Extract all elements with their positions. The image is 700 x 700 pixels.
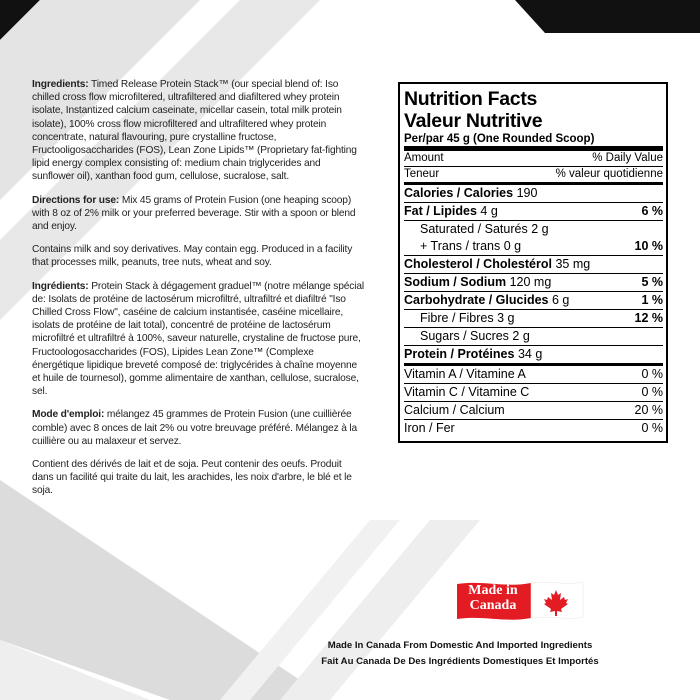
ingredients-panel [32, 78, 364, 508]
saturated-value: 2 g [531, 222, 549, 236]
sodium-pct: 5 % [641, 275, 663, 289]
allergens-fr: Contient des dérivés de lait et de soja. Peut contenir des oeufs. Produit dans un facilité qui traite du lait, les arachides, les noix d'arbre, le blé et le soja. [32, 459, 352, 497]
made-in-canada-badge [455, 580, 585, 622]
fat-label: Fat / Lipides [404, 204, 477, 218]
fat-row [404, 203, 663, 221]
sugars-row [404, 328, 663, 346]
valeur-quotidienne-label: % valeur quotidienne [555, 168, 663, 180]
directions-text-fr: mélangez 45 grammes de Protein Fusion (une cuillièrée comble) avec 8 onces de lait 2% ou votre breuvage préféré. Mélangez à la cuillière ou au malaxeur et servez. [32, 409, 358, 447]
fat-pct: 6 % [641, 204, 663, 218]
ingredients-fr [32, 280, 364, 399]
sodium-row [404, 274, 663, 292]
directions-heading-fr: Mode d'emploi: [32, 409, 105, 421]
top-right-black-corner [515, 0, 700, 33]
directions-fr [32, 408, 364, 448]
ingredients-en [32, 78, 364, 184]
fibre-row [404, 310, 663, 328]
cholesterol-row [404, 256, 663, 274]
vitamin-row [404, 366, 663, 384]
carbohydrate-pct: 1 % [641, 293, 663, 307]
fat-value: 4 g [480, 204, 498, 218]
carbohydrate-value: 6 g [551, 293, 570, 307]
calcium-label: Calcium / Calcium [404, 403, 505, 417]
fibre-pct: 12 % [634, 311, 663, 325]
vitamin-row [404, 384, 663, 402]
vitamin-a-label: Vitamin A / Vitamine A [404, 367, 526, 381]
amount-header [404, 151, 663, 167]
protein-row [404, 346, 663, 366]
ingredients-heading: Ingredients: [32, 79, 89, 90]
cholesterol-label: Cholesterol / Cholestérol [404, 257, 552, 271]
teneur-label: Teneur [404, 168, 440, 180]
amount-label: Amount [404, 152, 444, 164]
ingredients-text: Timed Release Protein Stack™ (our special blend of: Iso chilled cross flow microfiltered, ultrafiltered and diafiltered whey protein isolate, Instantized calcium caseinate, micellar casein, total milk protein isolate), 100% cross flow microfiltered and ultrafiltered whey protein concentrate, natural flavouring, pure crystalline fructose, Fructooligosaccharides (FOS), Lean Zone Lipids™ (Proprietary fat-fighting lipid energy complex consisting of: medium chain triglycerides and sunflower oil), xanthan food gum, cellulose, sucralose, salt. [32, 79, 357, 183]
sodium-label: Sodium / Sodium [404, 275, 507, 289]
sugars-value: 2 g [512, 329, 530, 343]
trans-label: + Trans / trans [420, 239, 501, 253]
serving-size: Per/par 45 g (One Rounded Scoop) [404, 132, 663, 151]
fibre-label: Fibre / Fibres [420, 311, 494, 325]
trans-value: 0 g [503, 239, 522, 253]
allergens-en: Contains milk and soy derivatives. May contain egg. Produced in a facility that processes milk, peanuts, tree nuts, wheat and soy. [32, 244, 353, 269]
made-in-canada-line-en: Made In Canada From Domestic And Imported Ingredients [327, 640, 593, 651]
made-in-canada-line-fr: Fait Au Canada De Des Ingrédients Domestiques Et Importés [321, 656, 599, 667]
ingredients-text-fr: Protein Stack à dégagement graduel™ (notre mélange spécial de: Isolats de protéine de lactosérum microfiltré, ultrafiltré et diafiltré "Iso Chilled Cross Flow", caséine de calcium instantisée, caséine micellaire, isolats de protéine de lait total), concentré de protéine de lactosérum microfiltré et ultrafiltré à 100%, saveur naturelle, crystaline de fructose pure, Fructoologosaccharides (FOS), Lipides Lean Zone™ (Complexe énergétique lipidique breveté composé de: triglycérides à chaîne moyenne et huile de tournesol), gomme alimentaire de xanthan, cellulose, sucralose, sel. [32, 280, 364, 398]
ingredients-heading-fr: Ingrédients: [32, 280, 89, 292]
made-in-canada-text: Made in Canada [468, 583, 518, 613]
iron-pct: 0 % [641, 421, 663, 435]
nutrition-title-fr: Valeur Nutritive [404, 110, 543, 132]
teneur-header [404, 167, 663, 185]
iron-label: Iron / Fer [404, 421, 455, 435]
saturated-label: Saturated / Saturés [420, 222, 528, 236]
vitamin-c-pct: 0 % [641, 385, 663, 399]
protein-label: Protein / Protéines [404, 347, 515, 361]
vitamin-a-pct: 0 % [641, 367, 663, 381]
directions-text: Mix 45 grams of Protein Fusion (one heaping scoop) with 8 oz of 2% milk or your preferred beverage. Stir with a spoon or blend and enjoy. [32, 194, 356, 233]
protein-value: 34 g [517, 347, 543, 361]
directions-heading: Directions for use: [32, 194, 120, 206]
directions-en [32, 194, 364, 234]
carbohydrate-row [404, 292, 663, 310]
sugars-label: Sugars / Sucres [420, 329, 509, 343]
nutrition-title-en: Nutrition Facts [404, 88, 538, 110]
calories-row [404, 185, 663, 203]
saturated-row [404, 221, 663, 238]
fibre-value: 3 g [497, 311, 515, 325]
vitamin-row [404, 420, 663, 437]
calcium-pct: 20 % [634, 403, 663, 417]
calories-value: 190 [516, 186, 538, 200]
daily-value-label: % Daily Value [592, 152, 663, 164]
nutrition-facts-table [398, 82, 668, 443]
vitamin-row [404, 402, 663, 420]
vitamin-c-label: Vitamin C / Vitamine C [404, 385, 530, 399]
carbohydrate-label: Carbohydrate / Glucides [404, 293, 549, 307]
sat-trans-pct: 10 % [634, 239, 663, 253]
cholesterol-value: 35 mg [555, 257, 591, 271]
sodium-value: 120 mg [509, 275, 552, 289]
calories-label: Calories / Calories [404, 186, 514, 200]
trans-row [404, 238, 663, 256]
